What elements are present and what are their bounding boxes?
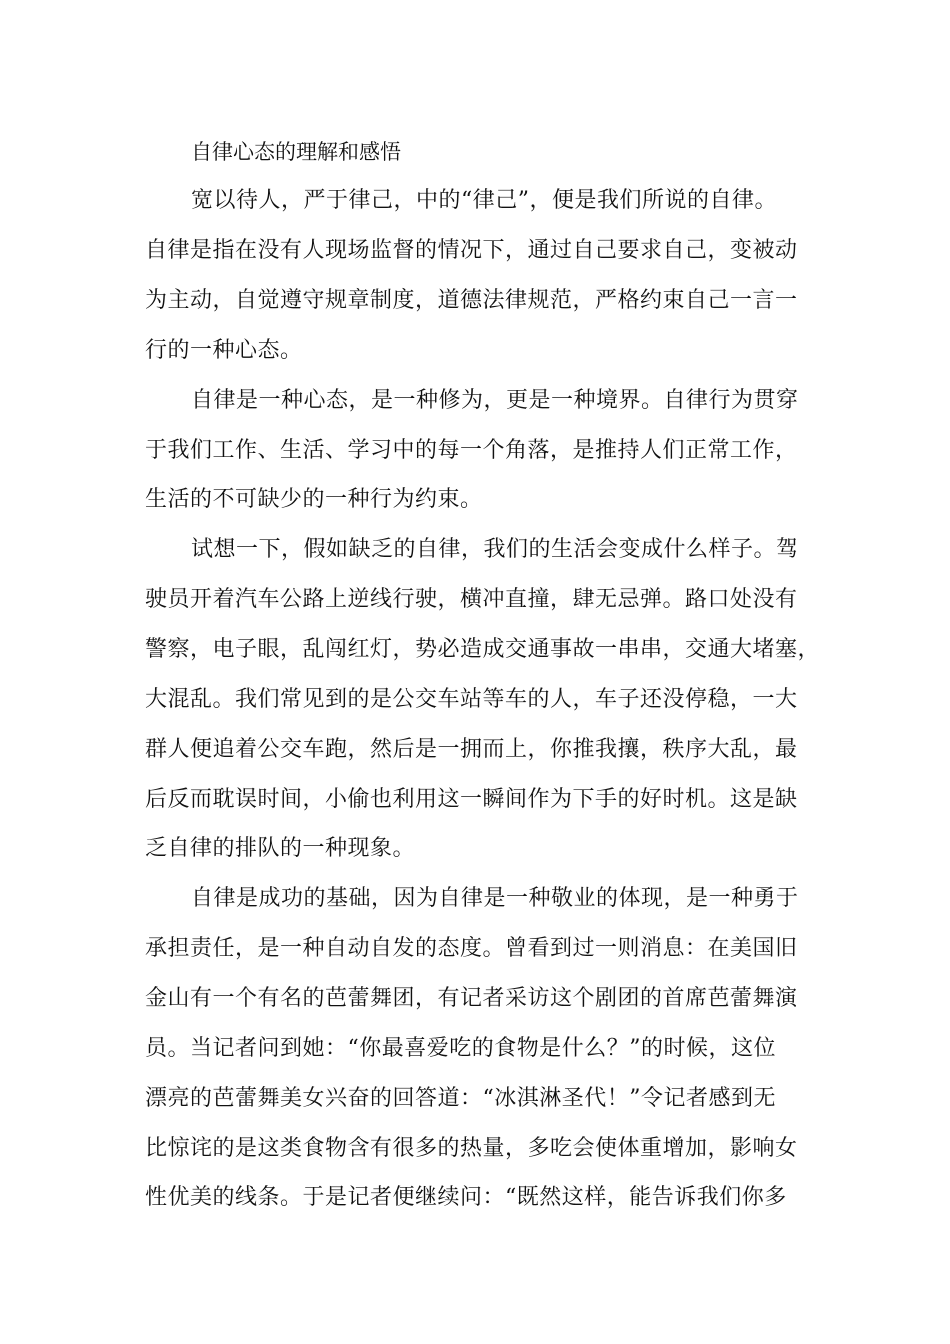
paragraph-1-line-2: 自律是指在没有人现场监督的情况下，通过自己要求自己，变被动 [145, 238, 798, 263]
document-title: 自律心态的理解和感悟 [191, 140, 401, 164]
paragraph-4-line-7: 性优美的线条。于是记者便继续问：“既然这样，能告诉我们你多 [145, 1185, 787, 1210]
paragraph-3-line-6: 后反而耽误时间，小偷也利用这一瞬间作为下手的好时机。这是缺 [145, 787, 798, 812]
paragraph-4-line-3: 金山有一个有名的芭蕾舞团，有记者采访这个剧团的首席芭蕾舞演 [145, 986, 798, 1011]
paragraph-1-line-4: 行的一种心态。 [145, 338, 303, 363]
paragraph-3-line-1: 试想一下，假如缺乏的自律，我们的生活会变成什么样子。驾 [191, 537, 799, 562]
paragraph-3-line-3: 警察，电子眼，乱闯红灯，势必造成交通事故一串串，交通大堵塞， [145, 637, 821, 662]
paragraph-4-line-6: 比惊诧的是这类食物含有很多的热量，多吃会使体重增加，影响女 [145, 1136, 798, 1161]
paragraph-2-line-1: 自律是一种心态，是一种修为，更是一种境界。自律行为贯穿 [191, 388, 799, 413]
paragraph-1-line-3: 为主动，自觉遵守规章制度，道德法律规范，严格约束自己一言一 [145, 288, 798, 313]
paragraph-2-line-2: 于我们工作、生活、学习中的每一个角落，是推持人们正常工作， [145, 438, 798, 463]
paragraph-3-line-7: 乏自律的排队的一种现象。 [145, 836, 416, 861]
paragraph-4-line-4: 员。当记者问到她：“你最喜爱吃的食物是什么？”的时候，这位 [145, 1036, 776, 1061]
paragraph-4-line-1: 自律是成功的基础，因为自律是一种敬业的体现，是一种勇于 [191, 886, 799, 911]
paragraph-3-line-4: 大混乱。我们常见到的是公交车站等车的人，车子还没停稳，一大 [145, 687, 798, 712]
paragraph-4-line-2: 承担责任，是一种自动自发的态度。曾看到过一则消息：在美国旧 [145, 936, 798, 961]
paragraph-3-line-5: 群人便追着公交车跑，然后是一拥而上，你推我攘，秩序大乱，最 [145, 737, 798, 762]
paragraph-1-line-1: 宽以待人，严于律己，中的“律己”，便是我们所说的自律。 [191, 188, 777, 213]
paragraph-3-line-2: 驶员开着汽车公路上逆线行驶，横冲直撞，肆无忌弹。路口处没有 [145, 587, 798, 612]
paragraph-4-line-5: 漂亮的芭蕾舞美女兴奋的回答道：“冰淇淋圣代！”令记者感到无 [145, 1086, 776, 1111]
paragraph-2-line-3: 生活的不可缺少的一种行为约束。 [145, 487, 483, 512]
